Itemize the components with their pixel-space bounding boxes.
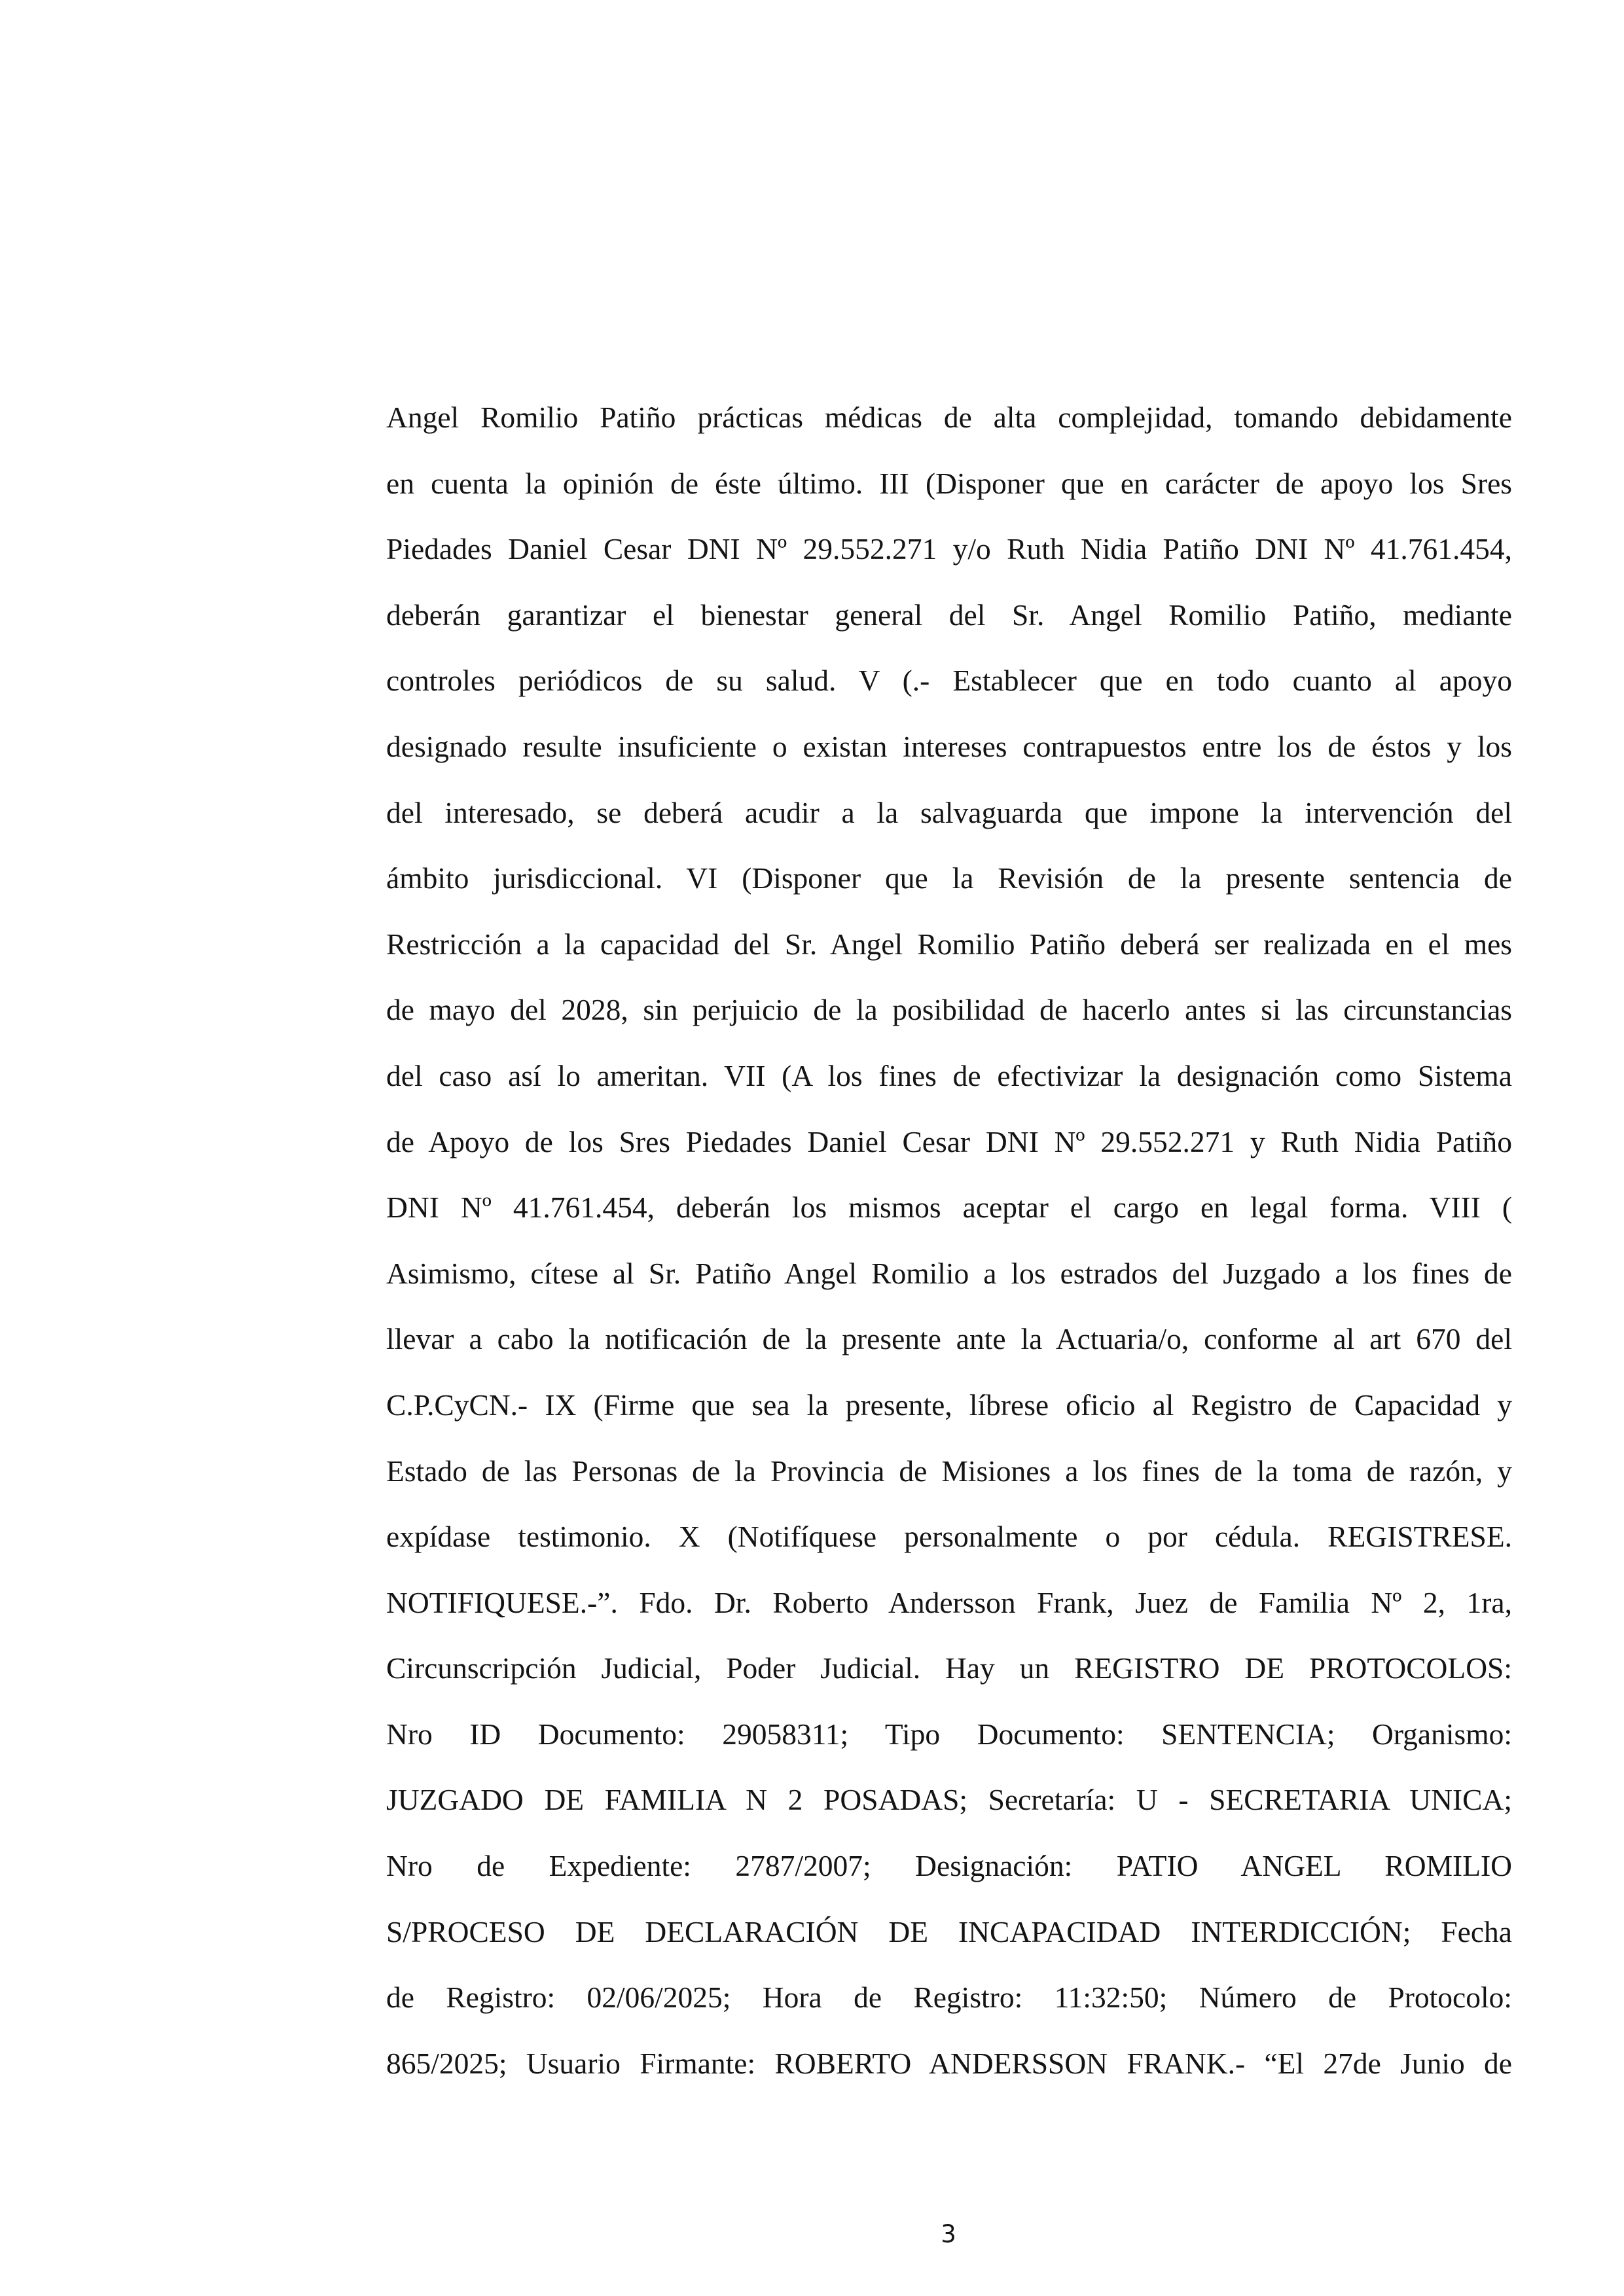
- text-line: DNI Nº 41.761.454, deberán los mismos aceptar el cargo en legal forma. VIII (: [386, 1191, 1512, 1225]
- text-line: de Registro: 02/06/2025; Hora de Registro: 11:32:50; Número de Protocolo:: [386, 1981, 1512, 2015]
- text-line: C.P.CyCN.- IX (Firme que sea la presente, líbrese oficio al Registro de Capacidad y: [386, 1388, 1512, 1422]
- text-line: del caso así lo ameritan. VII (A los fines de efectivizar la designación como Sistema: [386, 1058, 1512, 1092]
- page-number: 3: [941, 2220, 956, 2248]
- text-line: en cuenta la opinión de éste último. III (Disponer que en carácter de apoyo los Sres: [386, 466, 1512, 500]
- text-line: expídase testimonio. X (Notifíquese personalmente o por cédula. REGISTRESE.: [386, 1520, 1512, 1554]
- text-line: S/PROCESO DE DECLARACIÓN DE INCAPACIDAD INTERDICCIÓN; Fecha: [386, 1914, 1512, 1948]
- text-line: NOTIFIQUESE.-”. Fdo. Dr. Roberto Andersson Frank, Juez de Familia Nº 2, 1ra,: [386, 1585, 1512, 1619]
- text-line: Nro ID Documento: 29058311; Tipo Documento: SENTENCIA; Organismo:: [386, 1717, 1512, 1751]
- text-line: ámbito jurisdiccional. VI (Disponer que la Revisión de la presente sentencia de: [386, 861, 1512, 895]
- text-line: de Apoyo de los Sres Piedades Daniel Cesar DNI Nº 29.552.271 y Ruth Nidia Patiño: [386, 1124, 1512, 1158]
- text-line: JUZGADO DE FAMILIA N 2 POSADAS; Secretaría: U - SECRETARIA UNICA;: [386, 1783, 1512, 1817]
- text-line: Asimismo, cítese al Sr. Patiño Angel Romilio a los estrados del Juzgado a los fines de: [386, 1256, 1512, 1290]
- text-line: de mayo del 2028, sin perjuicio de la posibilidad de hacerlo antes si las circunstancias: [386, 993, 1512, 1027]
- text-line: 865/2025; Usuario Firmante: ROBERTO ANDERSSON FRANK.- “El 27de Junio de: [386, 2046, 1512, 2080]
- text-line: Angel Romilio Patiño prácticas médicas de alta complejidad, tomando debidamente: [386, 401, 1512, 434]
- text-line: deberán garantizar el bienestar general del Sr. Angel Romilio Patiño, mediante: [386, 598, 1512, 632]
- text-line: Nro de Expediente: 2787/2007; Designación: PATIO ANGEL ROMILIO: [386, 1849, 1512, 1883]
- body-text: [386, 385, 1512, 2096]
- text-line: Restricción a la capacidad del Sr. Angel Romilio Patiño deberá ser realizada en el mes: [386, 927, 1512, 961]
- text-line: Piedades Daniel Cesar DNI Nº 29.552.271 y/o Ruth Nidia Patiño DNI Nº 41.761.454,: [386, 532, 1512, 566]
- text-line: designado resulte insuficiente o existan intereses contrapuestos entre los de éstos y los: [386, 729, 1512, 763]
- text-line: Estado de las Personas de la Provincia de Misiones a los fines de la toma de razón, y: [386, 1454, 1512, 1488]
- text-line: controles periódicos de su salud. V (.- Establecer que en todo cuanto al apoyo: [386, 664, 1512, 698]
- text-line: llevar a cabo la notificación de la presente ante la Actuaria/o, conforme al art 670 del: [386, 1322, 1512, 1356]
- text-line: Circunscripción Judicial, Poder Judicial. Hay un REGISTRO DE PROTOCOLOS:: [386, 1651, 1512, 1685]
- text-line: del interesado, se deberá acudir a la salvaguarda que impone la intervención del: [386, 795, 1512, 829]
